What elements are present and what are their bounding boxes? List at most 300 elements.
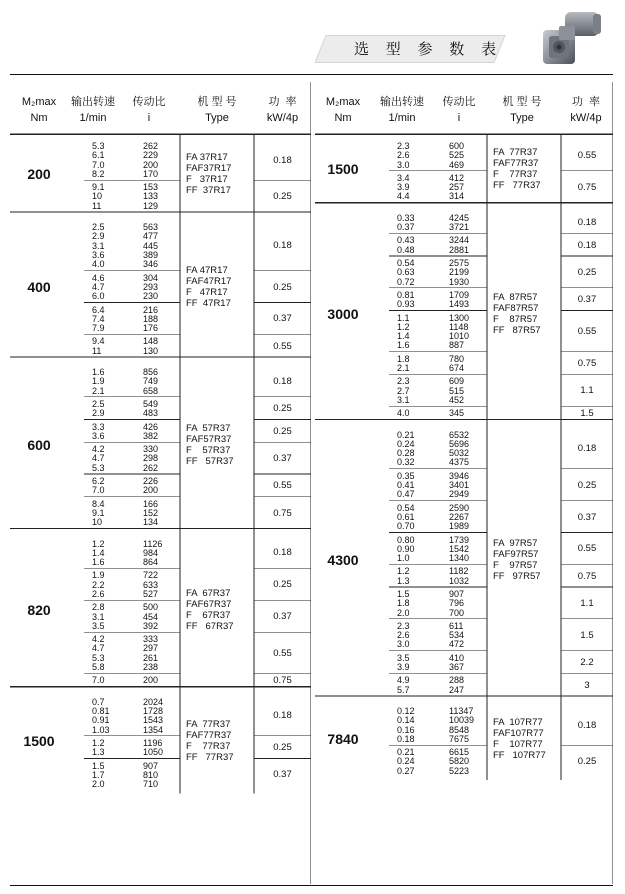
- output-speed: 5.3: [92, 141, 105, 151]
- speed-ratio-block: [92, 739, 163, 758]
- ratio: 611: [449, 620, 464, 631]
- speed-ratio-block: [92, 676, 158, 685]
- model-type: [493, 292, 541, 336]
- table-row: [92, 590, 158, 599]
- table-row: [92, 432, 158, 441]
- model-type: [186, 423, 234, 467]
- ratio: 262: [143, 141, 159, 151]
- model-type-line: FAF77R37: [186, 730, 232, 742]
- output-speed: 5.7: [397, 684, 410, 695]
- speed-ratio-block: [397, 174, 464, 202]
- output-speed: 9.1: [92, 507, 105, 518]
- power-kw: 3: [584, 679, 590, 691]
- model-type: [493, 147, 541, 191]
- left-selection-table: [10, 82, 311, 884]
- output-speed: 7.9: [92, 323, 105, 334]
- table-row: [397, 246, 469, 255]
- ratio: 1300: [449, 312, 470, 323]
- output-speed: 0.27: [397, 765, 415, 776]
- output-speed: 8.4: [92, 498, 105, 509]
- output-speed: 4.2: [92, 634, 105, 645]
- speed-ratio-block: [397, 409, 464, 418]
- output-speed: 2.1: [92, 385, 105, 396]
- table-row: [92, 292, 158, 301]
- ratio: 454: [143, 611, 159, 622]
- speed-ratio-block: [92, 603, 158, 631]
- output-speed: 2.2: [92, 579, 105, 590]
- output-speed: 3.9: [397, 662, 410, 673]
- output-speed: 9.4: [92, 336, 105, 347]
- ratio: 1542: [449, 543, 470, 554]
- ratio: 700: [449, 607, 465, 618]
- output-speed: 2.6: [397, 150, 410, 161]
- ratio: 170: [143, 168, 159, 179]
- model-type-line: FA 67R37: [186, 588, 231, 600]
- power-kw: 0.37: [273, 453, 292, 465]
- ratio: 549: [143, 398, 159, 409]
- model-type-line: FA 77R37: [186, 719, 231, 731]
- ratio: 452: [449, 394, 465, 405]
- column-header: [315, 94, 371, 126]
- power-kw: 0.25: [273, 742, 292, 754]
- speed-ratio-block: [397, 748, 469, 776]
- speed-ratio-block: [92, 477, 158, 496]
- power-kw: 0.18: [273, 710, 292, 722]
- speed-ratio-block: [397, 259, 469, 287]
- ratio: 367: [449, 662, 465, 673]
- table-row: [92, 324, 158, 333]
- output-speed: 1.2: [92, 538, 105, 549]
- output-speed: 3.6: [92, 249, 105, 260]
- table-row: [397, 364, 464, 373]
- output-speed: 0.35: [397, 470, 415, 481]
- power-kw: 0.37: [273, 611, 292, 623]
- output-speed: 0.72: [397, 276, 415, 287]
- output-speed: 2.1: [397, 362, 410, 373]
- column-header: [559, 94, 613, 126]
- model-type-line: FF 97R57: [493, 571, 541, 583]
- output-speed: 3.9: [397, 182, 410, 193]
- model-type-line: FF 107R77: [493, 750, 546, 762]
- column-header: [254, 94, 311, 126]
- power-kw: 0.18: [577, 443, 597, 455]
- output-speed: 2.6: [92, 588, 105, 599]
- page-title: 选 型 参 数 表: [354, 40, 503, 58]
- output-speed: 1.9: [92, 570, 105, 581]
- ratio: 780: [449, 353, 465, 364]
- table-row: [397, 161, 464, 170]
- output-speed: 3.6: [92, 430, 105, 441]
- model-type-line: FA 87R57: [493, 291, 538, 303]
- output-speed: 0.24: [397, 438, 415, 449]
- speed-ratio-block: [397, 142, 464, 170]
- table-row: [397, 192, 464, 201]
- output-speed: 7.0: [92, 485, 105, 496]
- speed-ratio-block: [397, 236, 469, 255]
- model-type-line: FAF87R57: [493, 302, 539, 314]
- model-type-line: FF 57R37: [186, 456, 234, 468]
- ratio: 1989: [449, 521, 470, 532]
- table-row: [92, 726, 163, 735]
- power-kw: 2.2: [580, 657, 594, 669]
- speed-ratio-block: [92, 540, 162, 568]
- ratio: 563: [143, 222, 159, 233]
- output-speed: 0.91: [92, 715, 110, 726]
- column-header-line1: 传动比: [132, 96, 166, 108]
- output-speed: 0.43: [397, 235, 415, 246]
- speed-ratio-block: [397, 654, 464, 673]
- output-speed: 0.24: [397, 756, 415, 767]
- speed-ratio-block: [397, 314, 469, 351]
- output-speed: 0.7: [92, 696, 105, 707]
- column-header-line2: kW/4p: [570, 112, 602, 124]
- ratio: 293: [143, 281, 159, 292]
- output-speed: 5.3: [92, 652, 105, 663]
- model-type-line: F 77R37: [493, 169, 538, 181]
- output-speed: 4.7: [92, 643, 105, 654]
- speed-ratio-block: [92, 571, 158, 599]
- output-speed: 1.9: [92, 376, 105, 387]
- model-type-line: F 37R17: [186, 174, 228, 186]
- power-kw: 0.37: [577, 511, 597, 523]
- ratio: 1340: [449, 553, 470, 564]
- ratio: 152: [143, 507, 159, 518]
- ratio: 412: [449, 172, 465, 183]
- ratio: 3244: [449, 235, 470, 246]
- ratio: 1930: [449, 276, 470, 287]
- footer-rule: [10, 885, 613, 886]
- output-speed: 0.37: [397, 222, 415, 233]
- ratio: 1739: [449, 534, 470, 545]
- power-kw: 0.25: [273, 191, 292, 203]
- output-speed: 1.4: [92, 547, 105, 558]
- speed-ratio-block: [92, 368, 158, 396]
- output-speed: 8.2: [92, 168, 105, 179]
- ratio: 176: [143, 323, 159, 334]
- ratio: 392: [143, 620, 159, 631]
- output-speed: 1.6: [397, 340, 410, 351]
- output-speed: 3.1: [397, 394, 410, 405]
- table-row: [92, 676, 158, 685]
- ratio: 500: [143, 602, 159, 613]
- column-header: [485, 94, 559, 126]
- column-header: [371, 94, 433, 126]
- table-row: [92, 464, 158, 473]
- power-kw: 0.18: [273, 240, 292, 252]
- output-speed: 0.28: [397, 448, 415, 459]
- ratio: 3721: [449, 222, 470, 233]
- max-torque: 1500: [23, 733, 55, 750]
- model-type-line: FAF47R17: [186, 276, 232, 288]
- output-speed: 3.0: [397, 639, 410, 650]
- column-header-line2: i: [147, 112, 151, 124]
- output-speed: 11: [92, 200, 102, 211]
- ratio: 810: [143, 769, 159, 780]
- column-header-line1: 机 型 号: [502, 96, 542, 108]
- ratio: 426: [143, 421, 159, 432]
- table-row: [397, 686, 464, 695]
- ratio: 304: [143, 272, 159, 283]
- ratio: 134: [143, 517, 159, 528]
- ratio: 525: [449, 150, 465, 161]
- model-type-line: FF 77R37: [493, 180, 541, 192]
- column-header-line2: Nm: [334, 112, 352, 124]
- header-rule: [10, 74, 613, 75]
- column-header-line1: 传动比: [442, 96, 476, 108]
- output-speed: 0.61: [397, 511, 415, 522]
- model-type-line: FAF67R37: [186, 599, 232, 611]
- speed-ratio-block: [92, 400, 158, 419]
- max-torque: 600: [27, 437, 51, 454]
- ratio: 4375: [449, 457, 470, 468]
- output-speed: 2.3: [397, 141, 410, 151]
- model-type-line: FA 47R17: [186, 265, 228, 277]
- output-speed: 0.93: [397, 299, 415, 310]
- output-speed: 0.63: [397, 267, 415, 278]
- output-speed: 7.0: [92, 675, 105, 686]
- table-row: [92, 558, 162, 567]
- speed-ratio-block: [397, 214, 469, 233]
- output-speed: 1.4: [397, 331, 410, 342]
- ratio: 472: [449, 639, 465, 650]
- output-speed: 1.5: [92, 760, 105, 771]
- ratio: 216: [143, 304, 159, 315]
- output-speed: 0.41: [397, 479, 415, 490]
- table-row: [92, 518, 158, 527]
- model-type-line: F 47R17: [186, 287, 228, 299]
- ratio: 2024: [143, 696, 164, 707]
- ratio: 6532: [449, 429, 470, 440]
- ratio: 1493: [449, 299, 470, 310]
- ratio: 4245: [449, 212, 470, 223]
- model-type-line: FA 37R17: [186, 152, 228, 164]
- speed-ratio-block: [92, 337, 158, 356]
- output-speed: 0.12: [397, 706, 415, 716]
- max-torque: 3000: [327, 305, 359, 322]
- model-type-line: F 67R37: [186, 610, 231, 622]
- output-speed: 0.18: [397, 733, 415, 744]
- ratio: 166: [143, 498, 159, 509]
- ratio: 1182: [449, 566, 469, 577]
- ratio: 633: [143, 579, 159, 590]
- max-torque: 200: [27, 166, 51, 183]
- model-type-line: F 107R77: [493, 739, 543, 751]
- power-kw: 0.18: [577, 217, 597, 229]
- ratio: 229: [143, 150, 159, 161]
- output-speed: 3.5: [397, 652, 410, 663]
- output-speed: 3.4: [397, 172, 410, 183]
- output-speed: 6.0: [92, 291, 105, 302]
- output-speed: 11: [92, 345, 102, 356]
- max-torque: 1500: [327, 161, 359, 178]
- power-kw: 1.1: [580, 385, 594, 397]
- power-kw: 0.55: [273, 647, 292, 659]
- output-speed: 7.4: [92, 313, 105, 324]
- speed-ratio-block: [92, 500, 158, 528]
- speed-ratio-block: [397, 536, 469, 564]
- ratio: 389: [143, 249, 159, 260]
- table-row: [397, 490, 469, 499]
- model-type-line: FA 97R57: [493, 538, 538, 550]
- column-header-line1: 输出转速: [71, 96, 115, 108]
- output-speed: 1.3: [397, 575, 410, 586]
- table-row: [397, 577, 469, 586]
- ratio: 5820: [449, 756, 470, 767]
- ratio: 6615: [449, 747, 470, 758]
- ratio: 410: [449, 652, 465, 663]
- ratio: 527: [143, 588, 159, 599]
- output-speed: 2.0: [397, 607, 410, 618]
- table-row: [397, 663, 464, 672]
- power-kw: 0.75: [577, 358, 597, 369]
- power-kw: 0.55: [273, 480, 292, 492]
- model-type-line: F 87R57: [493, 313, 538, 325]
- model-type-line: F 97R57: [493, 560, 538, 572]
- power-kw: 0.18: [273, 375, 292, 387]
- table-row: [92, 170, 158, 179]
- ratio: 534: [449, 630, 465, 641]
- ratio: 314: [449, 191, 465, 202]
- ratio: 345: [449, 408, 465, 419]
- speed-ratio-block: [92, 445, 158, 473]
- output-speed: 0.33: [397, 212, 415, 223]
- power-kw: 0.18: [577, 719, 597, 731]
- column-header-line1: 功 率: [571, 96, 601, 108]
- column-header-line2: i: [457, 112, 461, 124]
- output-speed: 4.0: [92, 259, 105, 270]
- speed-ratio-block: [397, 622, 464, 650]
- output-speed: 4.6: [92, 272, 105, 283]
- speed-ratio-block: [397, 431, 469, 468]
- ratio: 200: [143, 675, 159, 686]
- power-kw: 0.55: [273, 340, 292, 352]
- max-torque: 400: [27, 279, 51, 296]
- table-row: [92, 202, 158, 211]
- ratio: 261: [143, 652, 159, 663]
- output-speed: 6.2: [92, 476, 105, 486]
- model-type-line: FF 77R37: [186, 752, 234, 764]
- model-type: [186, 265, 231, 309]
- ratio: 133: [143, 191, 159, 202]
- table-row: [92, 663, 158, 672]
- ratio: 469: [449, 159, 465, 170]
- ratio: 2199: [449, 267, 470, 278]
- ratio: 298: [143, 453, 159, 464]
- output-speed: 2.9: [92, 231, 105, 242]
- speed-ratio-block: [92, 635, 158, 672]
- ratio: 10039: [449, 715, 475, 726]
- ratio: 130: [143, 345, 159, 356]
- column-header-line2: 1/min: [79, 112, 107, 124]
- model-type-line: FAF37R17: [186, 163, 232, 175]
- ratio: 1032: [449, 575, 470, 586]
- output-speed: 4.0: [397, 408, 410, 419]
- output-speed: 5.8: [92, 662, 105, 673]
- power-kw: 0.55: [577, 326, 597, 338]
- speed-ratio-block: [397, 472, 469, 500]
- ratio: 477: [143, 231, 159, 242]
- speed-ratio-block: [92, 306, 158, 334]
- ratio: 1709: [449, 289, 470, 300]
- output-speed: 2.5: [92, 222, 105, 233]
- ratio: 907: [449, 589, 465, 599]
- output-speed: 3.1: [92, 611, 105, 622]
- power-kw: 0.18: [273, 154, 292, 166]
- ratio: 188: [143, 313, 159, 324]
- output-speed: 0.70: [397, 521, 415, 532]
- table-row: [92, 347, 158, 356]
- speed-ratio-block: [92, 698, 163, 735]
- ratio: 262: [143, 462, 159, 473]
- power-kw: 0.75: [577, 570, 597, 582]
- table-row: [397, 522, 469, 531]
- speed-ratio-block: [397, 504, 469, 532]
- table-row: [397, 223, 469, 232]
- model-type-line: FF 37R17: [186, 185, 231, 197]
- max-torque: 4300: [327, 552, 359, 569]
- power-kw: 0.55: [577, 543, 597, 555]
- model-type: [186, 719, 234, 763]
- model-type-line: F 77R37: [186, 741, 231, 753]
- power-kw: 0.75: [577, 181, 597, 193]
- ratio: 129: [143, 200, 159, 211]
- output-speed: 1.2: [397, 566, 410, 577]
- ratio: 1354: [143, 724, 164, 735]
- column-header-line2: Type: [510, 112, 534, 124]
- table-row: [397, 409, 464, 418]
- ratio: 2267: [449, 511, 470, 522]
- ratio: 3401: [449, 479, 470, 490]
- power-kw: 0.25: [273, 425, 292, 437]
- power-kw: 0.25: [577, 266, 597, 278]
- ratio: 1148: [449, 321, 469, 332]
- ratio: 5696: [449, 438, 470, 449]
- ratio: 722: [143, 570, 159, 581]
- output-speed: 1.8: [397, 598, 410, 609]
- ratio: 230: [143, 291, 159, 302]
- table-row: [397, 278, 469, 287]
- table-row: [92, 387, 158, 396]
- speed-ratio-block: [92, 423, 158, 442]
- output-speed: 0.21: [397, 429, 415, 440]
- ratio: 330: [143, 444, 159, 455]
- speed-ratio-block: [397, 291, 469, 310]
- ratio: 297: [143, 643, 159, 654]
- output-speed: 1.1: [397, 312, 410, 323]
- model-type-line: FA 77R37: [493, 147, 538, 159]
- output-speed: 0.90: [397, 543, 415, 554]
- output-speed: 3.0: [397, 159, 410, 170]
- ratio: 609: [449, 376, 465, 387]
- output-speed: 0.32: [397, 457, 415, 468]
- output-speed: 1.6: [92, 557, 105, 568]
- power-kw: 0.25: [577, 756, 597, 768]
- output-speed: 0.81: [397, 289, 415, 300]
- speed-ratio-block: [397, 355, 464, 374]
- power-kw: 1.1: [580, 597, 594, 609]
- max-torque: 820: [27, 602, 51, 619]
- ratio: 1196: [143, 737, 163, 748]
- power-kw: 0.25: [273, 403, 292, 415]
- ratio: 1543: [143, 715, 164, 726]
- power-kw: 0.18: [273, 547, 292, 559]
- output-speed: 9.1: [92, 182, 105, 193]
- table-row: [92, 780, 158, 789]
- output-speed: 10: [92, 191, 103, 202]
- output-speed: 4.7: [92, 453, 105, 464]
- ratio: 710: [143, 779, 159, 790]
- power-kw: 0.37: [273, 313, 292, 325]
